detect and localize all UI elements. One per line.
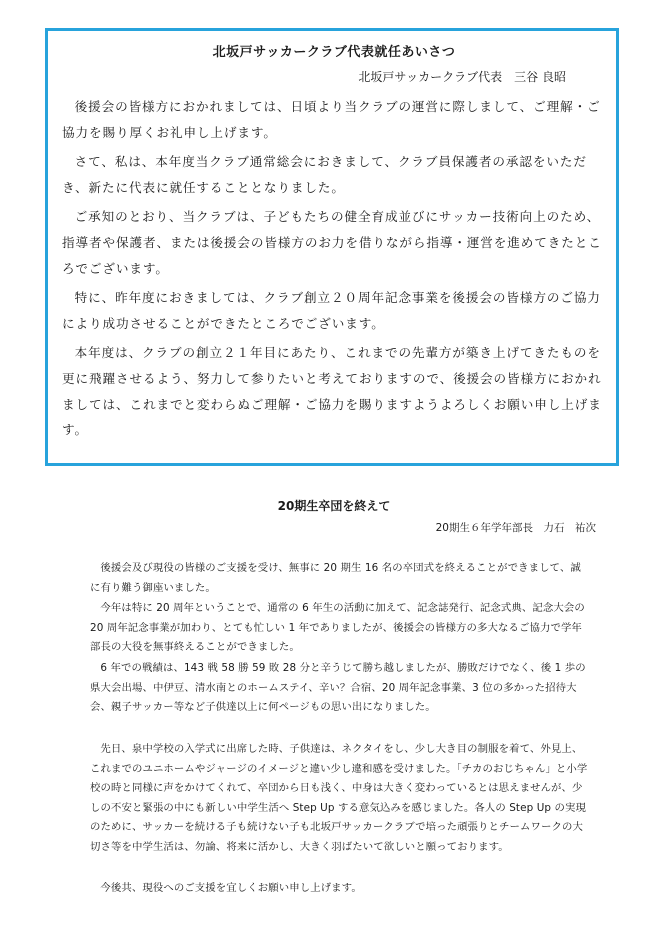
greeting-title: 北坂戸サッカークラブ代表就任あいさつ: [212, 45, 456, 60]
greeting-paragraph-1: 後援会の皆様方におかれましては、日頃より当クラブの運営に際しまして、ご理解・ご協力を賜り厚くお礼申し上げます。: [62, 99, 601, 140]
graduation-byline: 20期生６年学年部長 力石 祐次: [435, 522, 596, 534]
graduation-paragraph-5: 今後共、現役へのご支援を宜しくお願い申し上げます。: [100, 882, 362, 894]
graduation-paragraph-2: 今年は特に 20 周年ということで、通常の 6 年生の活動に加えて、記念誌発行、記念式典、記念大会の 20 周年記念事業が加わり、とても忙しい 1 年でありましたが、後援会の皆様方の多大なるご協力で学年部長の大役を無事終えることができました。: [90, 602, 585, 654]
greeting-paragraph-5: 本年度は、クラブの創立２１年目にあたり、これまでの先輩方が築き上げてきたものを更に飛躍させるよう、努力して参りたいと考えておりますので、後援会の皆様方におかれましては、これまでと変わらぬご理解・ご協力を賜りますようよろしくお願い申し上げます。: [62, 345, 602, 438]
greeting-paragraph-3: ご承知のとおり、当クラブは、子どもたちの健全育成並びにサッカー技術向上のため、指導者や保護者、または後援会の皆様方のお力を借りながら指導・運営を進めてきたところでございます。: [62, 209, 602, 276]
graduation-title: 20期生卒団を終えて: [277, 499, 391, 513]
graduation-paragraph-3: 6 年での戦績は、143 戦 58 勝 59 敗 28 分と辛うじて勝ち越しましたが、勝敗だけでなく、後 1 歩の県大会出場、中伊豆、清水南とのホームステイ、辛い？合宿、20 周年記念事業、3 位の多かった招待大会、親子サッカー等など子供達以上に何ページもの思い出になりました。: [90, 662, 586, 714]
graduation-paragraph-1: 後援会及び現役の皆様のご支援を受け、無事に 20 期生 16 名の卒団式を終えることができまして、誠に有り難う御座いました。: [90, 562, 581, 594]
greeting-paragraph-4: 特に、昨年度におきましては、クラブ創立２０周年記念事業を後援会の皆様方のご協力により成功させることができたところでございます。: [62, 290, 601, 331]
greeting-byline: 北坂戸サッカークラブ代表 三谷 良昭: [358, 70, 566, 84]
graduation-paragraph-4: 先日、泉中学校の入学式に出席した時、子供達は、ネクタイをし、少し大き目の制服を着て、外見上、これまでのユニホームやジャージのイメージと違い少し違和感を受けました。「チカのおじちゃん」と小学校の時と同様に声をかけてくれて、卒団から日も浅く、中身は大きく変わっているとは思えませんが、少しの不安と緊張の中にも新しい中学生活へ Step Up する意気込みを感じました。各人の Step Up の実現のために、サッカーを続ける子も続けない子も北坂戸サッカークラブで培った頑張りとチームワークの大切さ等を中学生活は、勿論、将来に活かし、大きく羽ばたいて欲しいと願っております。: [90, 743, 588, 853]
greeting-paragraph-2: さて、私は、本年度当クラブ通常総会におきまして、クラブ員保護者の承認をいただき、新たに代表に就任することとなりました。: [62, 154, 587, 195]
